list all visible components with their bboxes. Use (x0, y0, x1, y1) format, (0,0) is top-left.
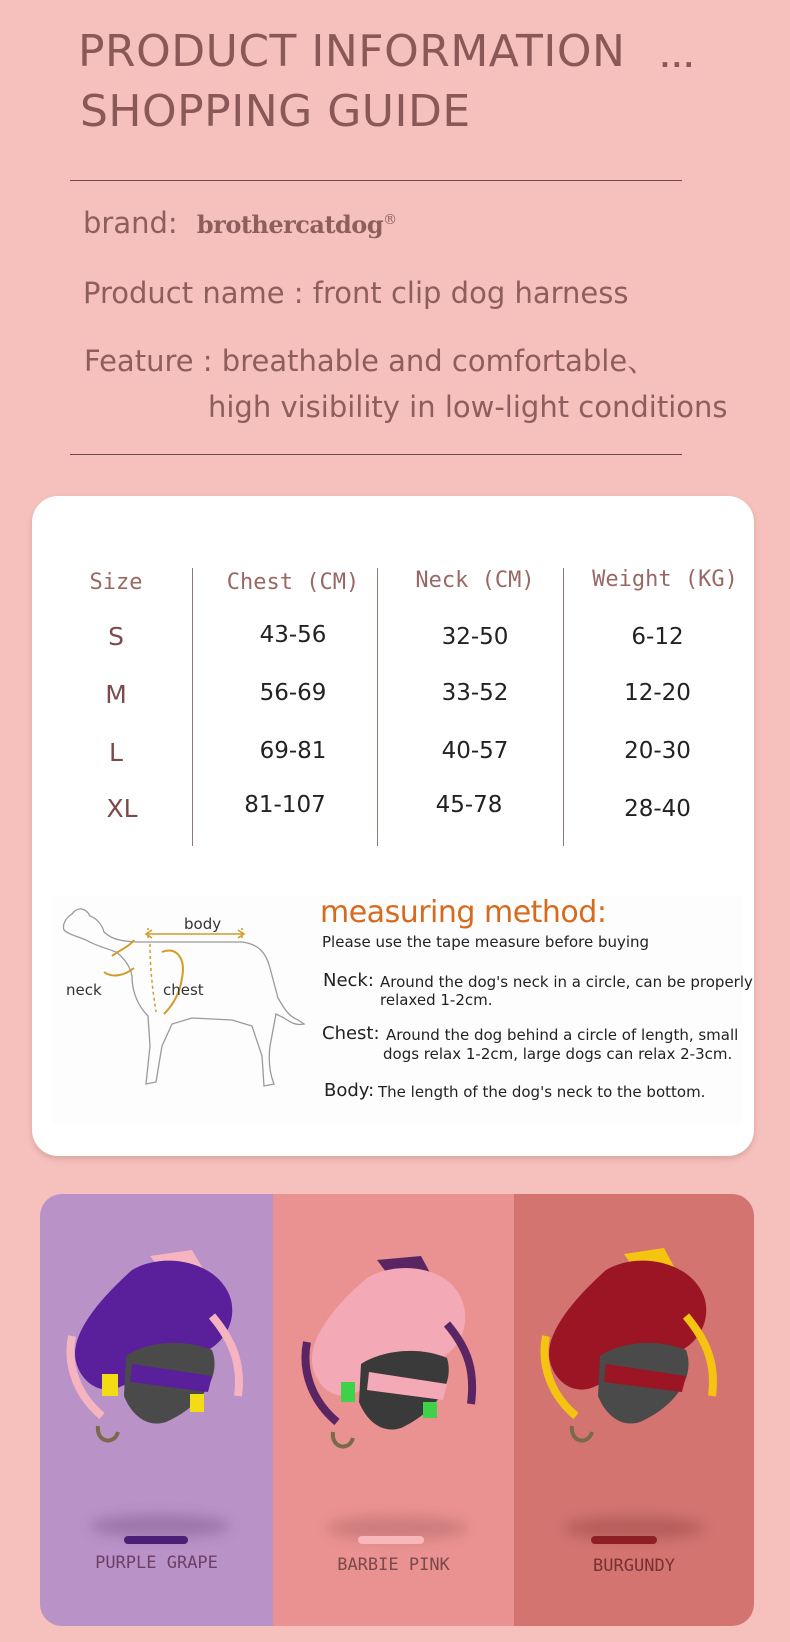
shadow (90, 1514, 230, 1538)
swatch-pill (591, 1536, 657, 1544)
color-variants (40, 1194, 754, 1626)
feature-line2: high visibility in low-light conditions (208, 390, 728, 424)
variant-label: BARBIE PINK (337, 1555, 450, 1575)
chest-text-1: Around the dog behind a circle of length, small (386, 1026, 739, 1044)
brand-row (83, 206, 397, 240)
swatch-pill (124, 1536, 188, 1544)
variant-label: BURGUNDY (593, 1556, 675, 1576)
chest-label: Chest: (322, 1023, 380, 1044)
brand-label: brand: (83, 206, 178, 240)
row-weight: 6-12 (631, 624, 684, 650)
brand-logo: brothercatdog® (196, 210, 397, 239)
row-chest: 56-69 (259, 680, 327, 706)
table-divider (377, 568, 378, 846)
diagram-label-chest: chest (163, 981, 204, 999)
body-label: Body: (324, 1080, 375, 1101)
table-divider (192, 568, 193, 846)
diagram-label-neck: neck (66, 981, 102, 999)
page-title-line2: SHOPPING GUIDE (80, 86, 471, 137)
header-neck: Neck (CM) (415, 568, 535, 593)
header-chest: Chest (CM) (226, 570, 360, 595)
swatch-pill (358, 1536, 424, 1544)
variant-barbie-pink[interactable] (273, 1194, 514, 1626)
measuring-title: measuring method: (320, 895, 607, 930)
measuring-intro: Please use the tape measure before buying (322, 933, 650, 951)
divider-bottom (70, 454, 682, 455)
header-size: Size (89, 570, 143, 595)
body-text: The length of the dog's neck to the bottom. (378, 1083, 706, 1101)
product-name: Product name : front clip dog harness (83, 276, 629, 310)
neck-text-2: relaxed 1-2cm. (380, 991, 493, 1009)
dog-diagram-icon (52, 896, 312, 1124)
harness-image-pink (297, 1252, 497, 1472)
row-chest: 69-81 (259, 738, 327, 764)
row-size: XL (106, 794, 138, 823)
row-size: M (105, 680, 127, 709)
row-weight: 20-30 (624, 738, 691, 764)
header-weight: Weight (KG) (592, 567, 738, 592)
divider-top (70, 180, 682, 181)
harness-image-purple (62, 1246, 262, 1466)
more-icon[interactable]: ... (660, 44, 696, 74)
row-neck: 45-78 (435, 792, 503, 818)
row-size: S (108, 622, 124, 651)
row-chest: 43-56 (259, 622, 327, 648)
row-chest: 81-107 (244, 792, 326, 818)
neck-label: Neck: (323, 970, 374, 991)
chest-text-2: dogs relax 1-2cm, large dogs can relax 2-3cm. (383, 1045, 733, 1063)
feature-line1: Feature : breathable and comfortable、 (84, 344, 657, 378)
table-divider (563, 568, 564, 846)
row-neck: 33-52 (441, 680, 509, 706)
variant-purple-grape[interactable] (40, 1194, 273, 1626)
neck-text-1: Around the dog's neck in a circle, can be properly (380, 973, 753, 991)
row-neck: 32-50 (441, 624, 509, 650)
row-neck: 40-57 (441, 738, 509, 764)
row-weight: 28-40 (624, 796, 691, 822)
row-weight: 12-20 (624, 680, 691, 706)
harness-image-burgundy (536, 1246, 736, 1466)
row-size: L (109, 738, 123, 767)
diagram-label-body: body (184, 915, 222, 933)
variant-burgundy[interactable] (514, 1194, 754, 1626)
page-title-line1: PRODUCT INFORMATION (78, 26, 626, 77)
variant-label: PURPLE GRAPE (95, 1553, 218, 1573)
